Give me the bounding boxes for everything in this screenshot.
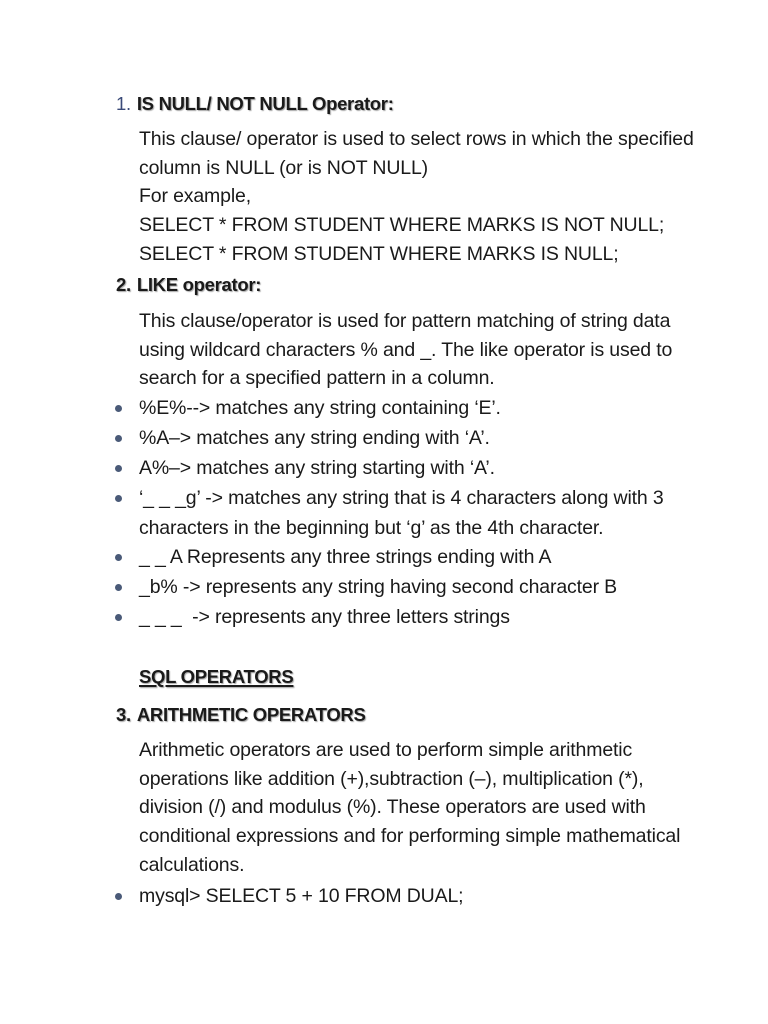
paragraph-line: division (/) and modulus (%). These operators are used with [139, 796, 646, 819]
paragraph-line: operations like addition (+),subtraction (–), multiplication (*), [139, 767, 644, 790]
paragraph-line: calculations. [139, 853, 245, 876]
heading-like [116, 272, 261, 298]
bullet-icon [115, 614, 122, 621]
bullet-icon [115, 893, 122, 900]
paragraph-line: For example, [139, 185, 251, 208]
heading-text: ARITHMETIC OPERATORS [136, 704, 366, 725]
paragraph-line: This clause/ operator is used to select rows in which the specified [139, 128, 694, 150]
list-item-text: %A–> matches any string ending with ‘A’. [139, 427, 490, 449]
list-item [139, 484, 759, 543]
bullet-icon [115, 435, 122, 442]
list-item-text: _ _ _ -> represents any three letters strings [139, 606, 510, 628]
list-number: 1. [116, 93, 131, 114]
list-item [139, 394, 759, 424]
bullet-icon [115, 405, 122, 412]
bullet-icon [115, 465, 122, 472]
paragraph-arithmetic [139, 736, 759, 880]
list-number: 3. [116, 704, 131, 725]
paragraph-line: SELECT * FROM STUDENT WHERE MARKS IS NOT NULL; [139, 214, 665, 237]
paragraph-line: conditional expressions and for performing simple mathematical [139, 825, 681, 848]
heading-text: IS NULL/ NOT NULL Operator: [136, 93, 394, 114]
bullet-icon [115, 584, 122, 591]
list-item-text: mysql> SELECT 5 + 10 FROM DUAL; [139, 885, 464, 907]
list-item [139, 454, 759, 484]
list-item-text: ‘_ _ _g’ -> matches any string that is 4 characters along with 3 [139, 487, 664, 509]
paragraph-line: using wildcard characters % and _. The like operator is used to [139, 338, 673, 361]
list-item-text: A%–> matches any string starting with ‘A’. [139, 457, 495, 479]
list-item [139, 424, 759, 454]
list-item [139, 603, 759, 633]
heading-text: LIKE operator: [136, 274, 262, 295]
bullet-icon [115, 495, 122, 502]
list-item-text: characters in the beginning but ‘g’ as the 4th character. [139, 516, 604, 539]
list-item [139, 543, 759, 573]
paragraph-line: column is NULL (or is NOT NULL) [139, 156, 429, 179]
list-item-text: %E%--> matches any string containing ‘E’. [139, 397, 501, 419]
paragraph-line: Arithmetic operators are used to perform simple arithmetic [139, 739, 633, 761]
heading-is-null [116, 91, 394, 117]
paragraph-is-null [139, 125, 759, 269]
list-item-text: _ _ A Represents any three strings ending with A [139, 546, 552, 568]
paragraph-line: SELECT * FROM STUDENT WHERE MARKS IS NULL; [139, 242, 619, 265]
list-item [139, 573, 759, 603]
bullet-icon [115, 554, 122, 561]
sql-operators-heading: SQL OPERATORS [139, 666, 294, 687]
list-item-text: _b% -> represents any string having second character B [139, 576, 618, 598]
paragraph-line: search for a specified pattern in a column. [139, 367, 495, 390]
list-number: 2. [116, 274, 131, 295]
heading-arithmetic [116, 702, 366, 728]
paragraph-line: This clause/operator is used for pattern matching of string data [139, 310, 671, 332]
list-item [139, 882, 759, 912]
paragraph-like [139, 307, 759, 393]
